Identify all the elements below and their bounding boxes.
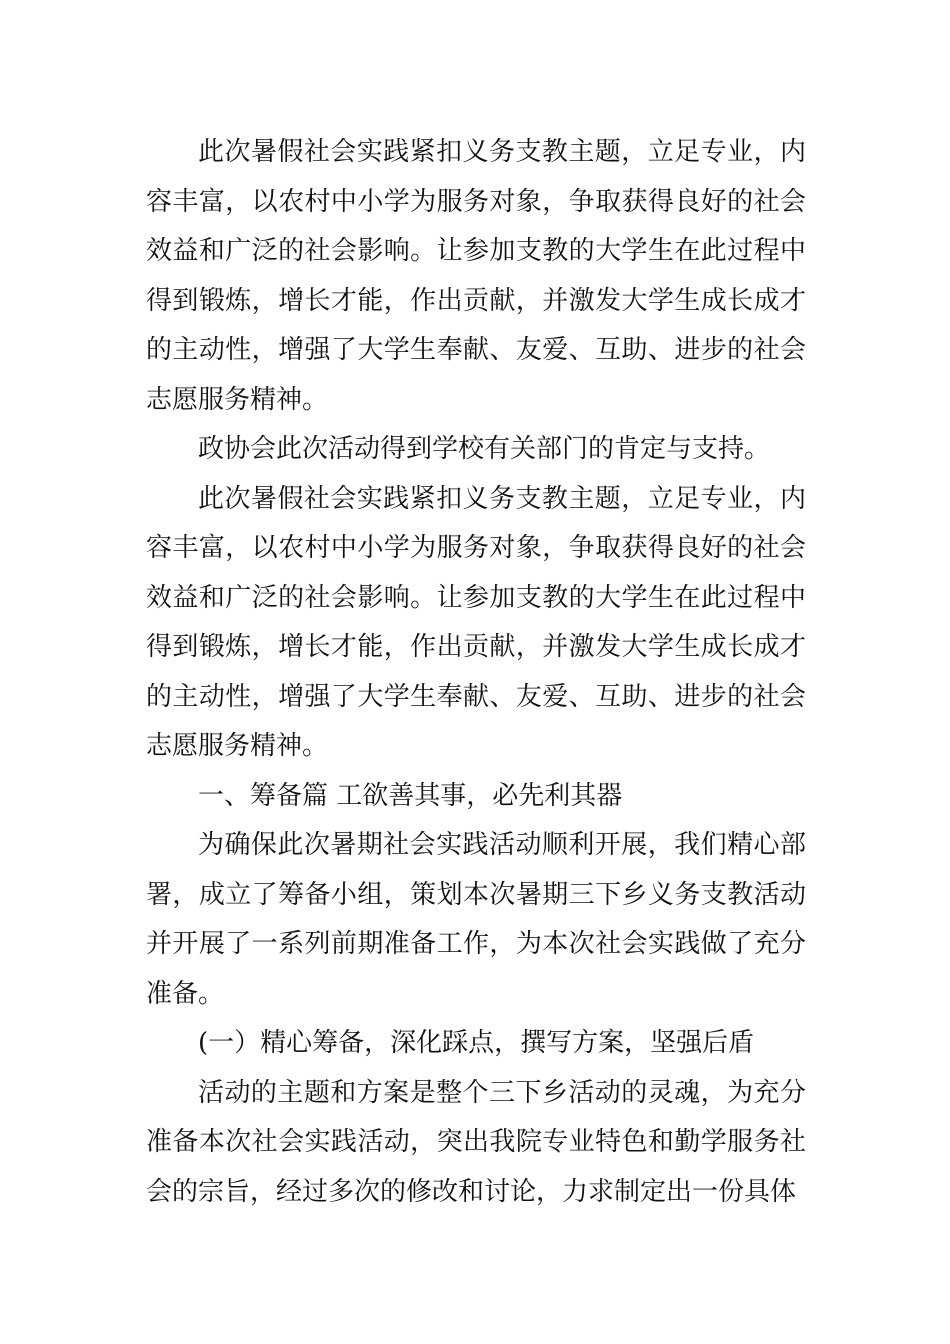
paragraph-practice-summary-repeat: 此次暑假社会实践紧扣义务支教主题，立足专业，内容丰富，以农村中小学为服务对象，争取获得良好的社会效益和广泛的社会影响。让参加支教的大学生在此过程中得到锻炼，增长才能，作出贡献，并激发大学生成长成才的主动性，增强了大学生奉献、友爱、互助、进步的社会志愿服务精神。 [146, 483, 806, 761]
paragraph-support-statement: 政协会此次活动得到学校有关部门的肯定与支持。 [198, 434, 771, 464]
section-heading-preparation: 一、筹备篇 工欲善其事，必先利其器 [198, 780, 623, 811]
paragraph-theme-and-plan: 活动的主题和方案是整个三下乡活动的灵魂，为充分准备本次社会实践活动，突出我院专业特色和勤学服务社会的宗旨，经过多次的修改和讨论，力求制定出一份具体 [146, 1077, 806, 1207]
paragraph-practice-summary: 此次暑假社会实践紧扣义务支教主题，立足专业，内容丰富，以农村中小学为服务对象，争取获得良好的社会效益和广泛的社会影响。让参加支教的大学生在此过程中得到锻炼，增长才能，作出贡献，并激发大学生成长成才的主动性，增强了大学生奉献、友爱、互助、进步的社会志愿服务精神。 [146, 137, 806, 415]
paragraph-preparation-overview: 为确保此次暑期社会实践活动顺利开展，我们精心部署，成立了筹备小组，策划本次暑期三下乡义务支教活动并开展了一系列前期准备工作，为本次社会实践做了充分准备。 [146, 830, 806, 1009]
subsection-heading-planning: (一）精心筹备，深化踩点，撰写方案，坚强后盾 [198, 1028, 755, 1058]
document-body [146, 128, 806, 1217]
